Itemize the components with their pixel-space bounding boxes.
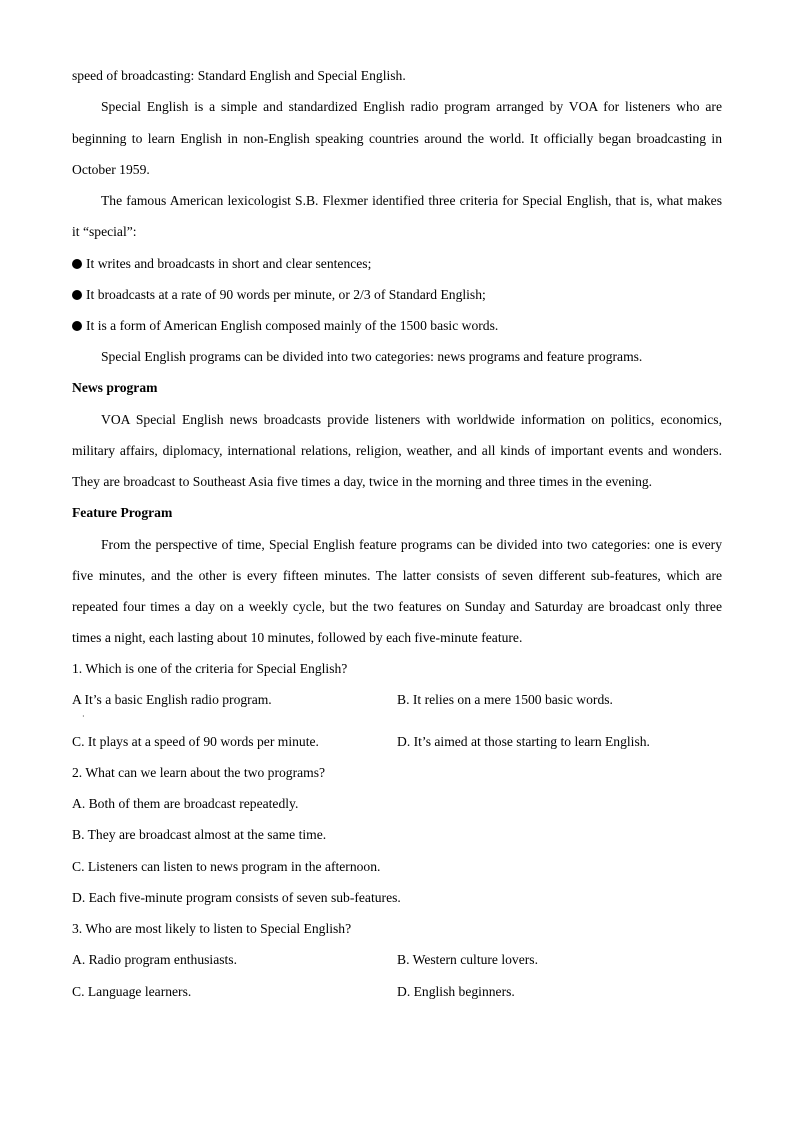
criteria-bullet-text: It writes and broadcasts in short and clear sentences; [86, 256, 372, 271]
bullet-icon [72, 259, 82, 269]
question-3-option-c: C. Language learners. [72, 984, 192, 999]
criteria-bullet-text: It is a form of American English composed mainly of the 1500 basic words. [86, 318, 499, 333]
paragraph-news-line-2: military affairs, diplomacy, international relations, religion, weather, and all kinds of important events and wonders. [72, 443, 722, 458]
question-2-option-d: D. Each five-minute program consists of seven sub-features. [72, 890, 401, 905]
paragraph-criteria-line-1: The famous American lexicologist S.B. Flexmer identified three criteria for Special English, that is, what makes [101, 193, 722, 208]
paragraph-feature-line-2: five minutes, and the other is every fifteen minutes. The latter consists of seven different sub-features, which are [72, 568, 722, 583]
criteria-bullet-3 [72, 317, 722, 335]
question-2-stem: 2. What can we learn about the two programs? [72, 765, 326, 780]
question-1-option-b: B. It relies on a mere 1500 basic words. [397, 692, 613, 707]
paragraph-special-english-line-2: beginning to learn English in non-English speaking countries around the world. It officially began broadcasting in [72, 131, 722, 146]
paragraph-criteria-line-2: it “special”: [72, 224, 137, 239]
criteria-bullet-2 [72, 286, 722, 304]
question-2-option-a: A. Both of them are broadcast repeatedly. [72, 796, 299, 811]
question-1-stem: 1. Which is one of the criteria for Special English? [72, 661, 348, 676]
stray-mark: · [82, 712, 85, 721]
question-1-option-a: A It’s a basic English radio program. [72, 692, 272, 707]
heading-news-program: News program [72, 380, 158, 395]
paragraph-news-line-3: They are broadcast to Southeast Asia five times a day, twice in the morning and three times in the evening. [72, 474, 653, 489]
bullet-icon [72, 290, 82, 300]
question-2-option-c: C. Listeners can listen to news program in the afternoon. [72, 859, 381, 874]
paragraph-feature-line-3: repeated four times a day on a weekly cycle, but the two features on Sunday and Saturday are broadcast only three [72, 599, 722, 614]
question-1-option-c: C. It plays at a speed of 90 words per minute. [72, 734, 319, 749]
passage-continuation-line: speed of broadcasting: Standard English and Special English. [72, 68, 406, 83]
paragraph-categories: Special English programs can be divided into two categories: news programs and feature programs. [101, 349, 643, 364]
paragraph-feature-line-4: times a night, each lasting about 10 minutes, followed by each five-minute feature. [72, 630, 523, 645]
question-3-option-b: B. Western culture lovers. [397, 952, 538, 967]
criteria-bullet-1 [72, 255, 722, 273]
paragraph-special-english-line-1: Special English is a simple and standardized English radio program arranged by VOA for listeners who are [101, 99, 722, 114]
paragraph-news-line-1: VOA Special English news broadcasts provide listeners with worldwide information on politics, economics, [101, 412, 722, 427]
criteria-bullet-text: It broadcasts at a rate of 90 words per minute, or 2/3 of Standard English; [86, 287, 486, 302]
question-1-option-d: D. It’s aimed at those starting to learn English. [397, 734, 650, 749]
paragraph-special-english-line-3: October 1959. [72, 162, 150, 177]
question-2-option-b: B. They are broadcast almost at the same time. [72, 827, 327, 842]
heading-feature-program: Feature Program [72, 505, 173, 520]
paragraph-feature-line-1: From the perspective of time, Special English feature programs can be divided into two categories: one is every [101, 537, 722, 552]
question-3-option-d: D. English beginners. [397, 984, 515, 999]
bullet-icon [72, 321, 82, 331]
question-3-stem: 3. Who are most likely to listen to Special English? [72, 921, 352, 936]
question-3-option-a: A. Radio program enthusiasts. [72, 952, 237, 967]
